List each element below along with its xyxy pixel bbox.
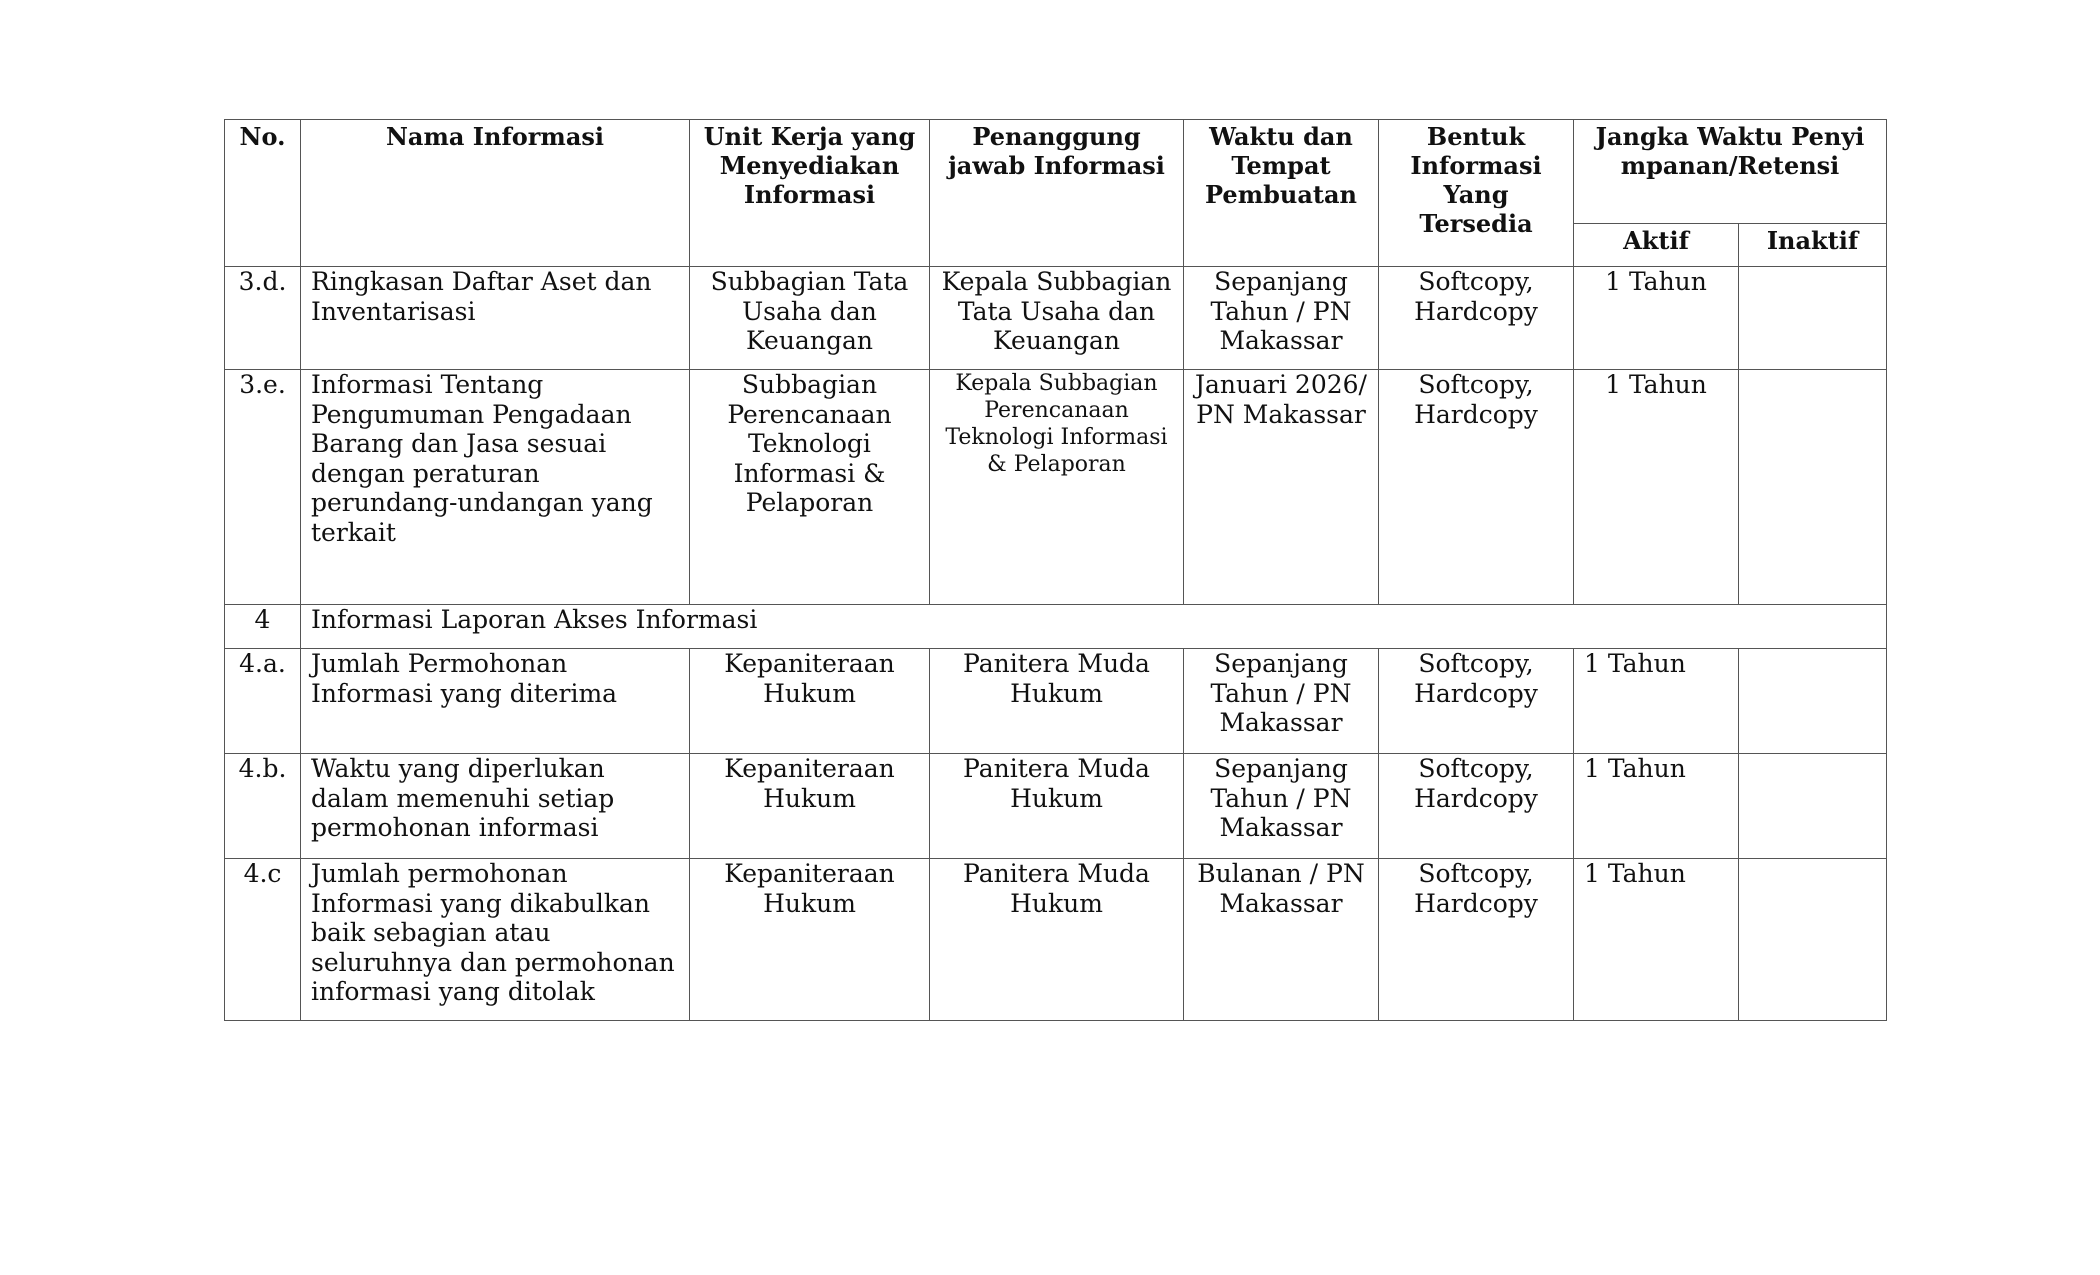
cell-waktu-tempat: Sepanjang Tahun / PN Makassar: [1184, 267, 1379, 370]
cell-no: 3.e.: [225, 370, 301, 605]
cell-nama-informasi: Jumlah permohonan Informasi yang dikabulkan baik sebagian atau seluruhnya dan permohonan informasi yang ditolak: [301, 859, 690, 1021]
cell-unit-kerja: Kepaniteraan Hukum: [690, 754, 930, 859]
header-no: No.: [225, 120, 301, 267]
cell-aktif: 1 Tahun: [1574, 859, 1739, 1021]
cell-unit-kerja: Kepaniteraan Hukum: [690, 859, 930, 1021]
cell-no: 4.a.: [225, 649, 301, 754]
cell-no: 4: [225, 605, 301, 649]
header-jangka-waktu: Jangka Waktu Penyimpanan/Retensi: [1574, 120, 1887, 224]
cell-nama-informasi: Jumlah Permohonan Informasi yang diterima: [301, 649, 690, 754]
cell-penanggung-jawab: Panitera Muda Hukum: [930, 649, 1184, 754]
cell-waktu-tempat: Bulanan / PN Makassar: [1184, 859, 1379, 1021]
header-unit-kerja: Unit Kerja yang Menyediakan Informasi: [690, 120, 930, 267]
header-penanggung-jawab: Penanggung jawab Informasi: [930, 120, 1184, 267]
cell-penanggung-jawab: Panitera Muda Hukum: [930, 859, 1184, 1021]
cell-waktu-tempat: Sepanjang Tahun / PN Makassar: [1184, 754, 1379, 859]
table-header: [225, 120, 1887, 267]
header-aktif: Aktif: [1574, 224, 1739, 267]
table-row: [225, 267, 1887, 370]
cell-no: 3.d.: [225, 267, 301, 370]
cell-aktif: 1 Tahun: [1574, 370, 1739, 605]
cell-bentuk-informasi: Softcopy, Hardcopy: [1379, 754, 1574, 859]
cell-bentuk-informasi: Softcopy, Hardcopy: [1379, 370, 1574, 605]
section-row: [225, 605, 1887, 649]
cell-aktif: 1 Tahun: [1574, 649, 1739, 754]
table-row: [225, 370, 1887, 605]
cell-bentuk-informasi: Softcopy, Hardcopy: [1379, 267, 1574, 370]
section-title: Informasi Laporan Akses Informasi: [301, 605, 1887, 649]
cell-penanggung-jawab: Panitera Muda Hukum: [930, 754, 1184, 859]
cell-penanggung-jawab: Kepala Subbagian Perencanaan Teknologi Informasi & Pelaporan: [930, 370, 1184, 605]
cell-inaktif: [1739, 649, 1887, 754]
cell-no: 4.b.: [225, 754, 301, 859]
table-row: [225, 754, 1887, 859]
table-row: [225, 649, 1887, 754]
header-inaktif: Inaktif: [1739, 224, 1887, 267]
cell-penanggung-jawab: Kepala Subbagian Tata Usaha dan Keuangan: [930, 267, 1184, 370]
cell-inaktif: [1739, 859, 1887, 1021]
header-waktu-tempat: Waktu dan Tempat Pembuatan: [1184, 120, 1379, 267]
header-bentuk-informasi: Bentuk Informasi Yang Tersedia: [1379, 120, 1574, 267]
cell-waktu-tempat: Sepanjang Tahun / PN Makassar: [1184, 649, 1379, 754]
cell-nama-informasi: Informasi Tentang Pengumuman Pengadaan Barang dan Jasa sesuai dengan peraturan perundang-undangan yang terkait: [301, 370, 690, 605]
cell-bentuk-informasi: Softcopy, Hardcopy: [1379, 859, 1574, 1021]
cell-unit-kerja: Subbagian Tata Usaha dan Keuangan: [690, 267, 930, 370]
cell-unit-kerja: Subbagian Perencanaan Teknologi Informasi & Pelaporan: [690, 370, 930, 605]
cell-inaktif: [1739, 370, 1887, 605]
cell-nama-informasi: Ringkasan Daftar Aset dan Inventarisasi: [301, 267, 690, 370]
cell-aktif: 1 Tahun: [1574, 267, 1739, 370]
cell-inaktif: [1739, 754, 1887, 859]
cell-bentuk-informasi: Softcopy, Hardcopy: [1379, 649, 1574, 754]
table-body: [225, 267, 1887, 1021]
cell-nama-informasi: Waktu yang diperlukan dalam memenuhi setiap permohonan informasi: [301, 754, 690, 859]
information-table: [224, 119, 1887, 1021]
cell-aktif: 1 Tahun: [1574, 754, 1739, 859]
cell-unit-kerja: Kepaniteraan Hukum: [690, 649, 930, 754]
header-nama-informasi: Nama Informasi: [301, 120, 690, 267]
cell-no: 4.c: [225, 859, 301, 1021]
cell-inaktif: [1739, 267, 1887, 370]
table-row: [225, 859, 1887, 1021]
cell-waktu-tempat: Januari 2026/ PN Makassar: [1184, 370, 1379, 605]
